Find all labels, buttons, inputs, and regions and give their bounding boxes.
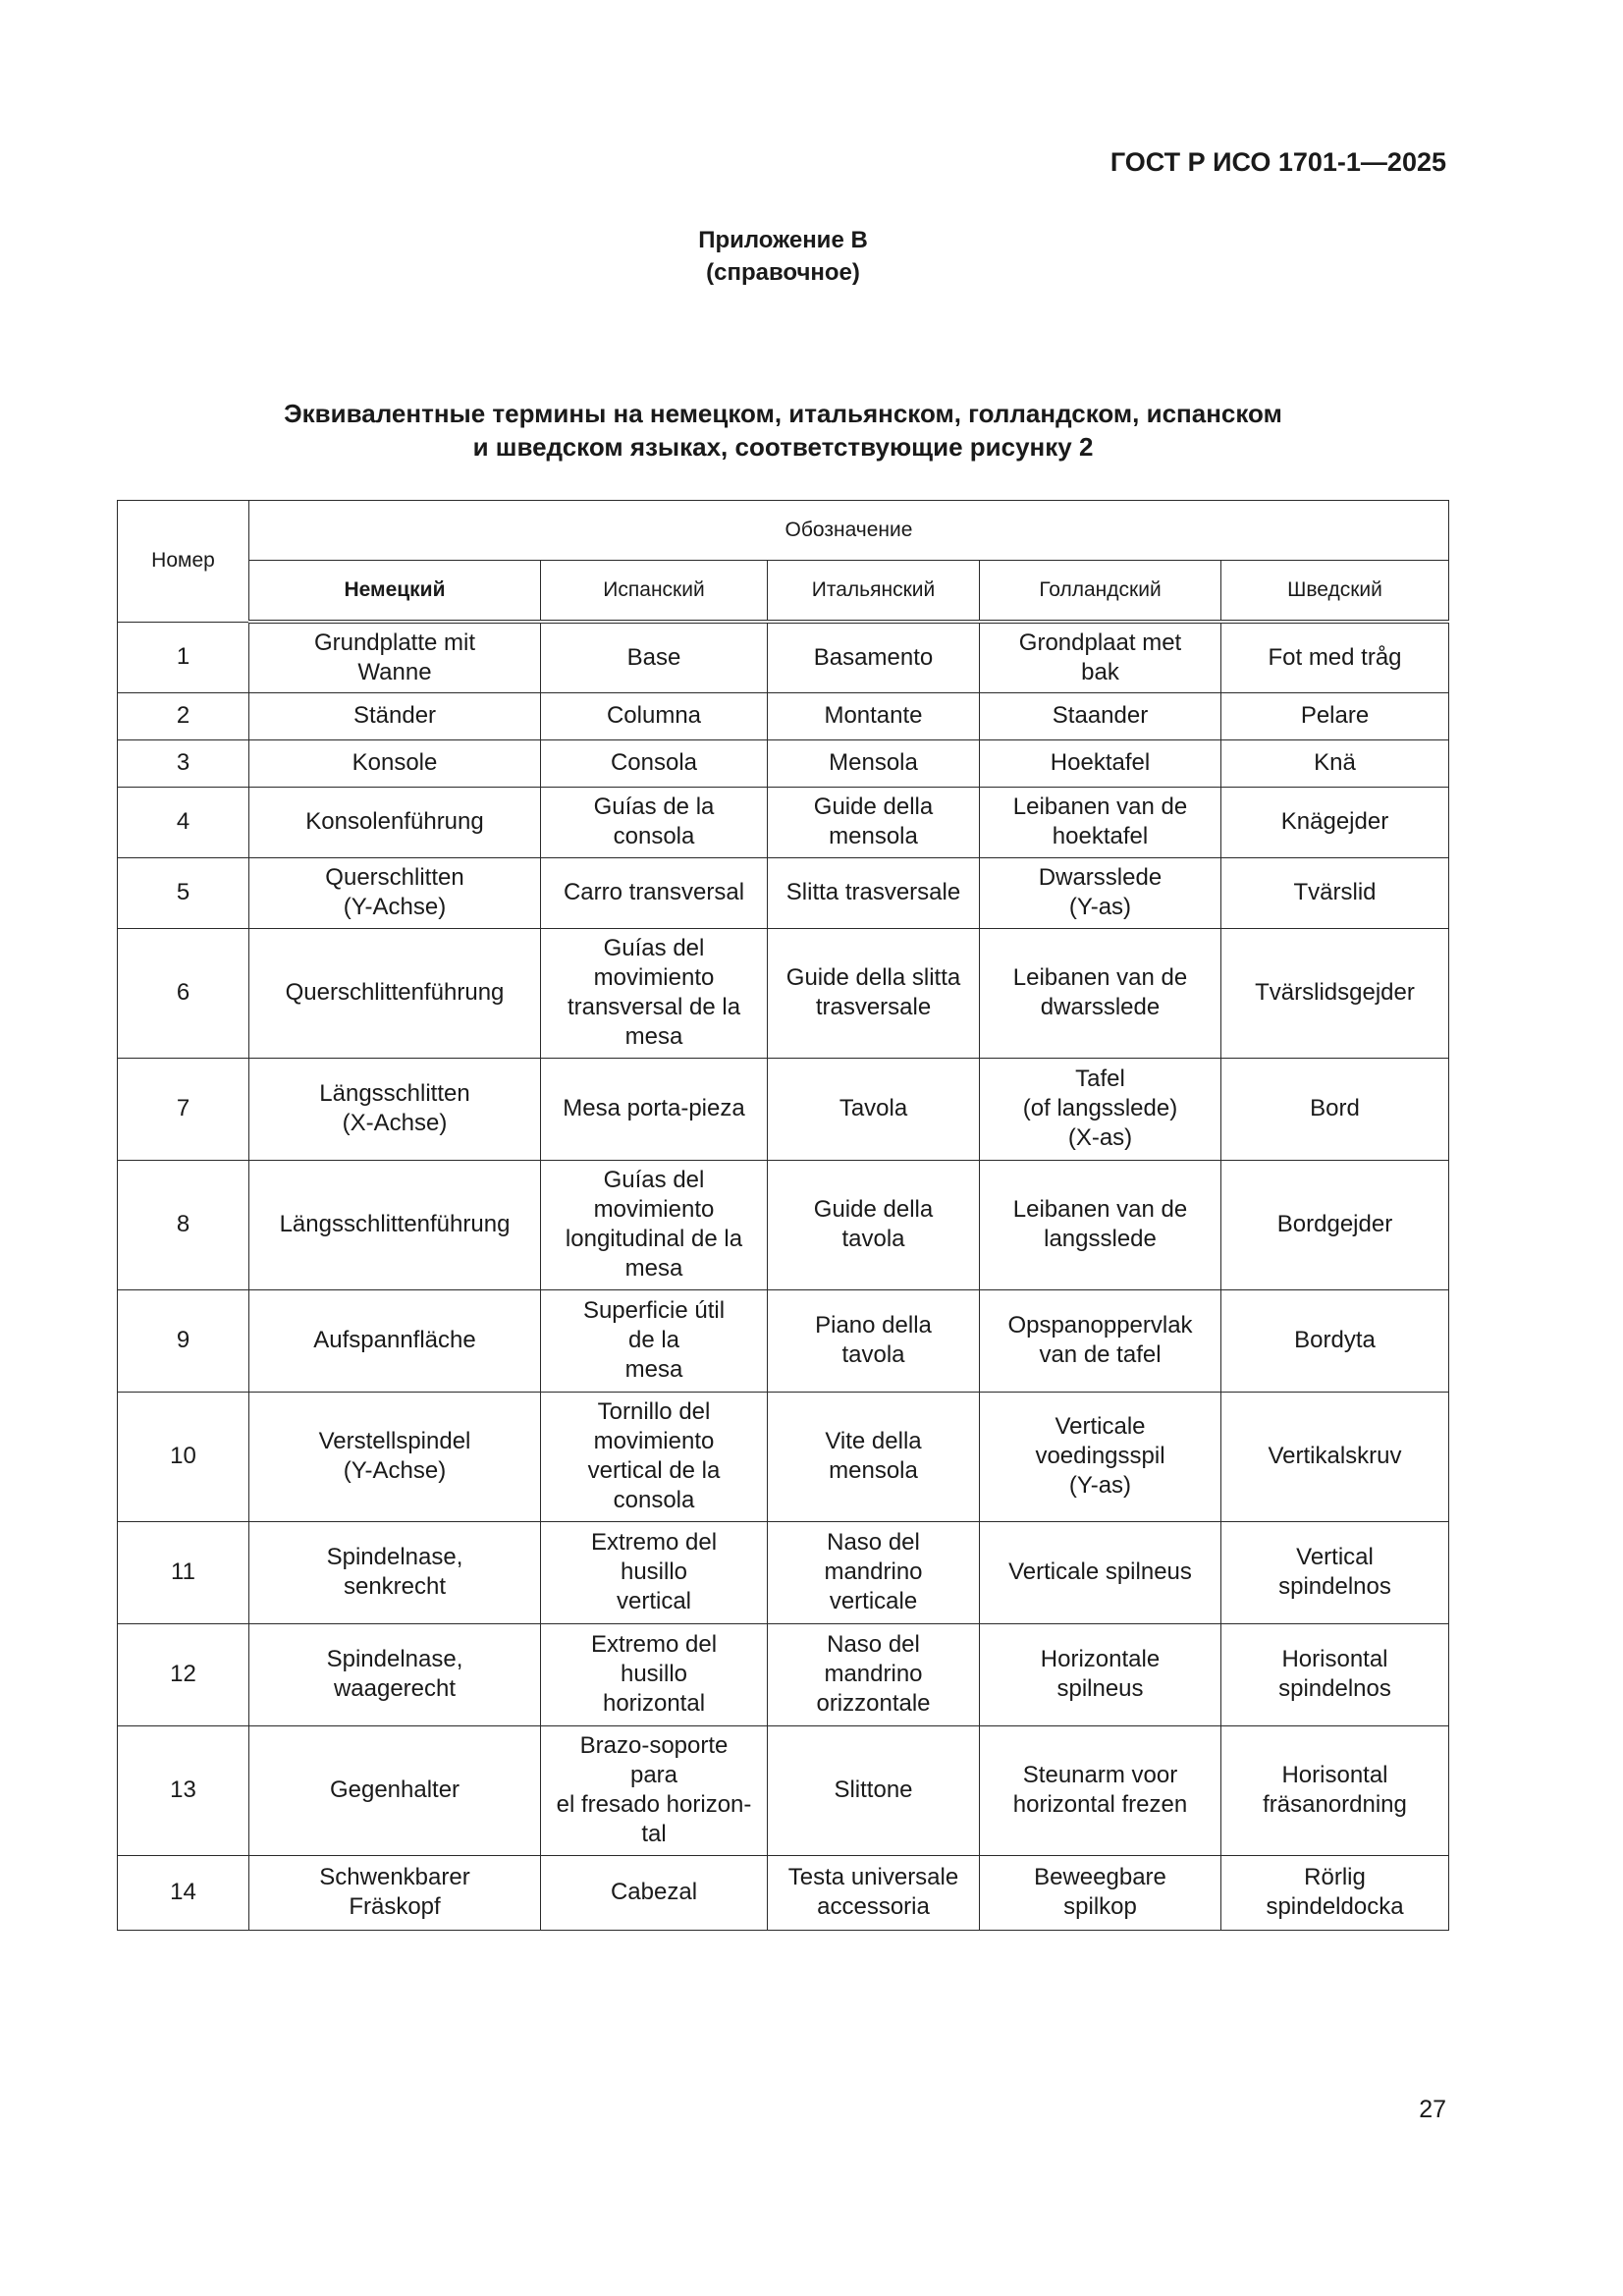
row-number-cell: 4 xyxy=(118,787,249,857)
annex-title: Приложение В xyxy=(698,227,868,253)
column-header-german: Немецкий xyxy=(249,561,541,623)
dutch-term-cell: Opspanoppervlak van de tafel xyxy=(980,1289,1221,1392)
table-row xyxy=(118,787,1449,857)
terms-table-body xyxy=(118,622,1449,1930)
swedish-term-cell: Pelare xyxy=(1221,692,1449,739)
table-title xyxy=(0,397,1566,464)
dutch-term-cell: Verticale spilneus xyxy=(980,1521,1221,1623)
swedish-term-cell: Tvärslidsgejder xyxy=(1221,928,1449,1058)
spanish-term-cell: Mesa porta-pieza xyxy=(541,1058,768,1160)
german-term-cell: Aufspannfläche xyxy=(249,1289,541,1392)
table-row xyxy=(118,857,1449,928)
row-number-cell: 2 xyxy=(118,692,249,739)
dutch-term-cell: Leibanen van de hoektafel xyxy=(980,787,1221,857)
row-number-cell: 12 xyxy=(118,1623,249,1725)
row-number-cell: 7 xyxy=(118,1058,249,1160)
swedish-term-cell: Vertikalskruv xyxy=(1221,1392,1449,1521)
table-row xyxy=(118,928,1449,1058)
table-row xyxy=(118,1160,1449,1289)
page-number: 27 xyxy=(1419,2096,1446,2123)
document-code: ГОСТ Р ИСО 1701-1—2025 xyxy=(1109,147,1446,177)
german-term-cell: Spindelnase, senkrecht xyxy=(249,1521,541,1623)
terms-table xyxy=(117,500,1449,1931)
spanish-term-cell: Cabezal xyxy=(541,1855,768,1930)
german-term-cell: Querschlittenführung xyxy=(249,928,541,1058)
spanish-term-cell: Guías de la consola xyxy=(541,787,768,857)
italian-term-cell: Guide della mensola xyxy=(768,787,980,857)
column-header-number: Номер xyxy=(118,501,249,623)
annex-type: (справочное) xyxy=(706,259,860,286)
italian-term-cell: Guide della tavola xyxy=(768,1160,980,1289)
row-number-cell: 10 xyxy=(118,1392,249,1521)
table-row xyxy=(118,622,1449,692)
italian-term-cell: Guide della slitta trasversale xyxy=(768,928,980,1058)
spanish-term-cell: Columna xyxy=(541,692,768,739)
swedish-term-cell: Tvärslid xyxy=(1221,857,1449,928)
annex-heading xyxy=(0,224,1566,289)
row-number-cell: 13 xyxy=(118,1725,249,1855)
spanish-term-cell: Guías del movimiento longitudinal de la mesa xyxy=(541,1160,768,1289)
table-row xyxy=(118,1058,1449,1160)
dutch-term-cell: Leibanen van de dwarsslede xyxy=(980,928,1221,1058)
row-number-cell: 5 xyxy=(118,857,249,928)
italian-term-cell: Tavola xyxy=(768,1058,980,1160)
swedish-term-cell: Knä xyxy=(1221,739,1449,787)
swedish-term-cell: Bordyta xyxy=(1221,1289,1449,1392)
table-row xyxy=(118,1623,1449,1725)
dutch-term-cell: Hoektafel xyxy=(980,739,1221,787)
spanish-term-cell: Superficie útil de la mesa xyxy=(541,1289,768,1392)
dutch-term-cell: Leibanen van de langsslede xyxy=(980,1160,1221,1289)
german-term-cell: Konsole xyxy=(249,739,541,787)
dutch-term-cell: Horizontale spilneus xyxy=(980,1623,1221,1725)
dutch-term-cell: Staander xyxy=(980,692,1221,739)
swedish-term-cell: Bord xyxy=(1221,1058,1449,1160)
spanish-term-cell: Consola xyxy=(541,739,768,787)
spanish-term-cell: Base xyxy=(541,622,768,692)
table-row xyxy=(118,1289,1449,1392)
swedish-term-cell: Horisontal fräsanordning xyxy=(1221,1725,1449,1855)
table-row xyxy=(118,1521,1449,1623)
italian-term-cell: Slittone xyxy=(768,1725,980,1855)
italian-term-cell: Piano della tavola xyxy=(768,1289,980,1392)
spanish-term-cell: Carro transversal xyxy=(541,857,768,928)
swedish-term-cell: Rörlig spindeldocka xyxy=(1221,1855,1449,1930)
dutch-term-cell: Verticale voedingsspil (Y-as) xyxy=(980,1392,1221,1521)
table-subheader-row xyxy=(118,561,1449,623)
column-group-header-designation: Обозначение xyxy=(249,501,1449,561)
german-term-cell: Spindelnase, waagerecht xyxy=(249,1623,541,1725)
german-term-cell: Verstellspindel (Y-Achse) xyxy=(249,1392,541,1521)
spanish-term-cell: Tornillo del movimiento vertical de la consola xyxy=(541,1392,768,1521)
dutch-term-cell: Tafel (of langsslede) (X-as) xyxy=(980,1058,1221,1160)
table-row xyxy=(118,1725,1449,1855)
table-row xyxy=(118,692,1449,739)
dutch-term-cell: Grondplaat met bak xyxy=(980,622,1221,692)
swedish-term-cell: Bordgejder xyxy=(1221,1160,1449,1289)
row-number-cell: 8 xyxy=(118,1160,249,1289)
italian-term-cell: Montante xyxy=(768,692,980,739)
row-number-cell: 9 xyxy=(118,1289,249,1392)
row-number-cell: 14 xyxy=(118,1855,249,1930)
italian-term-cell: Slitta trasversale xyxy=(768,857,980,928)
spanish-term-cell: Guías del movimiento transversal de la mesa xyxy=(541,928,768,1058)
dutch-term-cell: Dwarsslede (Y-as) xyxy=(980,857,1221,928)
italian-term-cell: Naso del mandrino orizzontale xyxy=(768,1623,980,1725)
swedish-term-cell: Horisontal spindelnos xyxy=(1221,1623,1449,1725)
german-term-cell: Grundplatte mit Wanne xyxy=(249,622,541,692)
italian-term-cell: Basamento xyxy=(768,622,980,692)
row-number-cell: 3 xyxy=(118,739,249,787)
row-number-cell: 1 xyxy=(118,622,249,692)
swedish-term-cell: Vertical spindelnos xyxy=(1221,1521,1449,1623)
german-term-cell: Längsschlitten (X-Achse) xyxy=(249,1058,541,1160)
row-number-cell: 11 xyxy=(118,1521,249,1623)
table-title-line-1: Эквивалентные термины на немецком, итальянском, голландском, испанском xyxy=(284,399,1282,428)
table-header-row xyxy=(118,501,1449,561)
swedish-term-cell: Fot med tråg xyxy=(1221,622,1449,692)
dutch-term-cell: Beweegbare spilkop xyxy=(980,1855,1221,1930)
italian-term-cell: Testa universale accessoria xyxy=(768,1855,980,1930)
italian-term-cell: Mensola xyxy=(768,739,980,787)
swedish-term-cell: Knägejder xyxy=(1221,787,1449,857)
table-title-line-2: и шведском языках, соответствующие рисунку 2 xyxy=(472,432,1094,462)
row-number-cell: 6 xyxy=(118,928,249,1058)
spanish-term-cell: Extremo del husillo horizontal xyxy=(541,1623,768,1725)
italian-term-cell: Vite della mensola xyxy=(768,1392,980,1521)
italian-term-cell: Naso del mandrino verticale xyxy=(768,1521,980,1623)
table-row xyxy=(118,1392,1449,1521)
spanish-term-cell: Extremo del husillo vertical xyxy=(541,1521,768,1623)
table-row xyxy=(118,739,1449,787)
column-header-italian: Итальянский xyxy=(768,561,980,623)
german-term-cell: Querschlitten (Y-Achse) xyxy=(249,857,541,928)
german-term-cell: Schwenkbarer Fräskopf xyxy=(249,1855,541,1930)
column-header-spanish: Испанский xyxy=(541,561,768,623)
german-term-cell: Längsschlittenführung xyxy=(249,1160,541,1289)
column-header-swedish: Шведский xyxy=(1221,561,1449,623)
german-term-cell: Konsolenführung xyxy=(249,787,541,857)
german-term-cell: Gegenhalter xyxy=(249,1725,541,1855)
german-term-cell: Ständer xyxy=(249,692,541,739)
dutch-term-cell: Steunarm voor horizontal frezen xyxy=(980,1725,1221,1855)
spanish-term-cell: Brazo-soporte para el fresado horizon- tal xyxy=(541,1725,768,1855)
table-row xyxy=(118,1855,1449,1930)
column-header-dutch: Голландский xyxy=(980,561,1221,623)
